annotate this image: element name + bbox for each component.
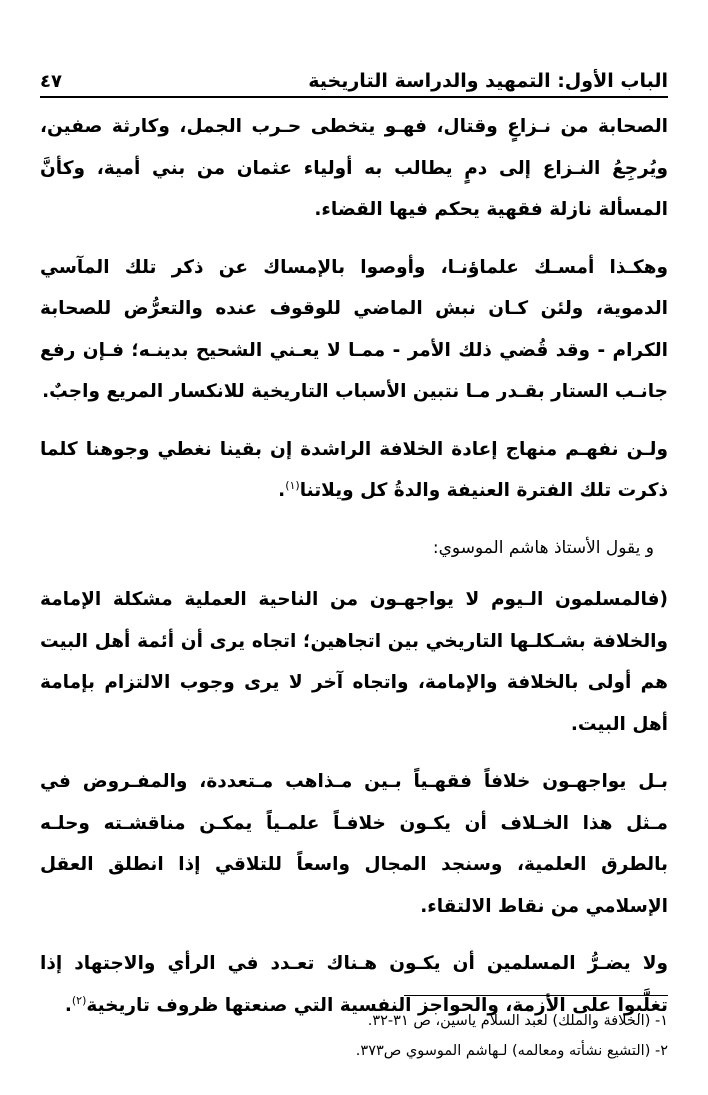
quote-paragraph: بـل يواجهـون خلافاً فقهـياً بـين مـذاهب مـتعددة، والمفـروض في مـثل هذا الخـلاف أن يكـون خلافـاً علمـياً يمكـن مناقشـته وحلـه بالطرق العلمية، وسنجد المجال واسعاً للتلاقي إذا انطلق العقل الإسلامي من نقاط الالتقاء. [40, 771, 668, 917]
paragraph: الصحابة من نـزاعٍ وقتال، فهـو يتخطى حـرب الجمل، وكارثة صفين، ويُرجِعُ النـزاع إلى دمٍ يطالب به أولياء عثمان من بني أمية، وكأنَّ المسألة نازلة فقهية يحكم فيها القضاء. [40, 116, 668, 220]
body-text [40, 106, 668, 1042]
running-title: الباب الأول: التمهيد والدراسة التاريخية [308, 70, 668, 92]
paragraph: وهكـذا أمسـك علماؤنـا، وأوصوا بالإمساك عن ذكر تلك المآسي الدموية، ولئن كـان نبش الماضي للوقوف عنده والتعرُّض للصحابة الكرام - وقد قُضي ذلك الأمر - ممـا لا يعـني الشحيح بدينـه؛ فـإن رفع جانـب الستار بقـدر مـا نتبين الأسباب التاريخية للانكسار المريع واجبٌ. [40, 256, 668, 402]
page-number: ٤٧ [40, 71, 62, 92]
header-rule [40, 96, 668, 98]
footnote-1: ١- (الخلافة والملك) لعبد السلام ياسين، ص ٣١-٣٢. [367, 1013, 668, 1029]
footnote-2: ٢- (التشيع نشأته ومعالمه) لـهاشم الموسوي ص٣٧٣. [355, 1043, 668, 1059]
quote-intro: و يقول الأستاذ هاشم الموسوي: [432, 537, 654, 558]
footnotes [40, 1006, 668, 1066]
quote-paragraph: ولا يضـرُّ المسلمين أن يكـون هـناك تعـدد في الرأي والاجتهاد إذا تغلَّبوا على الأزمة، والحواجز النفسية التي صنعتها ظروف تاريخية$^{(٢)}$. [40, 953, 668, 1016]
footnote-rule [404, 995, 668, 996]
footnote-ref-2: (٢) [71, 993, 87, 1007]
quote-paragraph: (فالمسلمون الـيوم لا يواجهـون من الناحية العملية مشكلة الإمامة والخلافة بشـكلـها التاريخي بين اتجاهين؛ اتجاه يرى أن أئمة أهل البيت هم أولى بالخلافة والإمامة، واتجاه آخر لا يرى وجوب الالتزام بإمامة أهل البيت. [40, 589, 668, 735]
page-header [40, 62, 668, 92]
footnote-ref-1: (١) [285, 478, 300, 492]
paragraph: ولـن نفهـم منهاج إعادة الخلافة الراشدة إن بقينا نغطي وجوهنا كلما ذكرت تلك الفترة العنيفة والدةُ كل ويلاتنا$^{(١)}$. [40, 438, 668, 501]
